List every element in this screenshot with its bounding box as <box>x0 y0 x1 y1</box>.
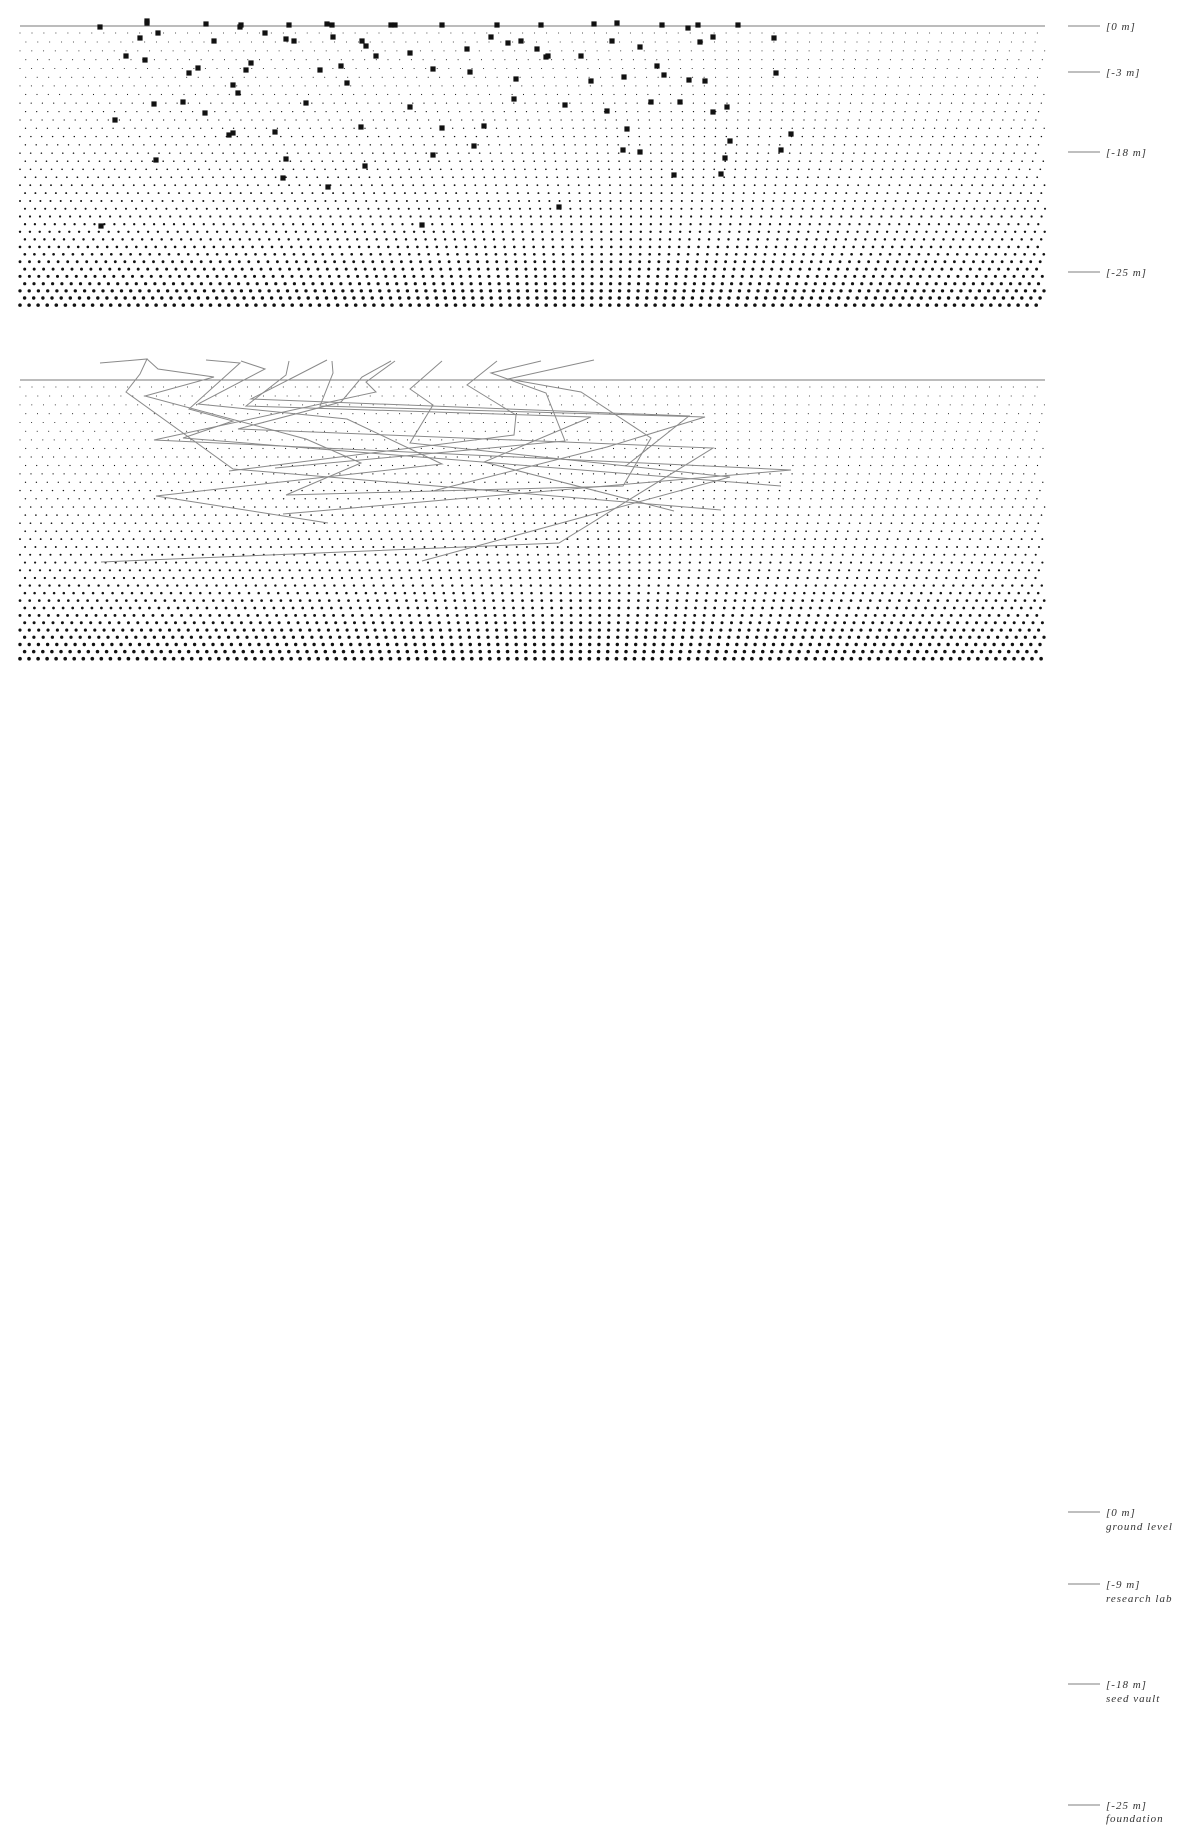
node-point <box>562 102 567 107</box>
depth-label-0m: [0 m] <box>1106 21 1136 33</box>
node-point <box>362 163 367 168</box>
node-point <box>671 172 676 177</box>
node-point <box>142 57 147 62</box>
node-point <box>685 25 690 30</box>
depth-label-minus-3m: [-3 m] <box>1106 67 1141 79</box>
node-point <box>262 30 267 35</box>
depth-label-minus-25m: [-25 m] <box>1106 267 1147 279</box>
node-point <box>735 22 740 27</box>
node-point <box>659 22 664 27</box>
branch-line <box>154 361 791 514</box>
node-point <box>534 46 539 51</box>
node-point <box>624 126 629 131</box>
node-points <box>97 18 793 228</box>
node-point <box>202 110 207 115</box>
node-point <box>556 204 561 209</box>
node-point <box>373 53 378 58</box>
node-point <box>392 22 397 27</box>
node-point <box>471 143 476 148</box>
node-point <box>778 147 783 152</box>
node-point <box>518 38 523 43</box>
node-point <box>439 125 444 130</box>
soil-stipple <box>18 387 1045 661</box>
node-point <box>727 138 732 143</box>
node-point <box>621 74 626 79</box>
node-point <box>358 124 363 129</box>
node-point <box>283 36 288 41</box>
node-point <box>325 184 330 189</box>
node-point <box>203 21 208 26</box>
depth-label-minus-18m: [-18 m] <box>1106 147 1147 159</box>
branch-line <box>183 360 781 486</box>
node-point <box>237 24 242 29</box>
node-point <box>195 65 200 70</box>
node-point <box>724 104 729 109</box>
node-point <box>324 21 329 26</box>
depth-label-minus-25m: [-25 m] <box>1106 1800 1147 1812</box>
node-point <box>243 67 248 72</box>
node-point <box>773 70 778 75</box>
soil-stipple <box>18 33 1046 307</box>
node-point <box>407 104 412 109</box>
depth-labels-panel-5 <box>1068 1507 1173 1825</box>
node-point <box>211 38 216 43</box>
node-point <box>591 21 596 26</box>
node-point <box>695 22 700 27</box>
node-point <box>272 129 277 134</box>
node-point <box>620 147 625 152</box>
depth-labels-panel-1 <box>1068 21 1147 279</box>
node-point <box>230 82 235 87</box>
node-point <box>588 78 593 83</box>
node-point <box>439 22 444 27</box>
node-point <box>677 99 682 104</box>
branch-line <box>101 361 713 562</box>
node-point <box>637 44 642 49</box>
node-point <box>317 67 322 72</box>
node-point <box>710 109 715 114</box>
node-point <box>291 38 296 43</box>
node-point <box>464 46 469 51</box>
node-point <box>186 70 191 75</box>
node-point <box>153 157 158 162</box>
node-point <box>697 39 702 44</box>
node-point <box>648 99 653 104</box>
depth-label-research-lab: research lab <box>1106 1593 1173 1605</box>
node-point <box>363 43 368 48</box>
node-point <box>144 18 149 23</box>
node-point <box>718 171 723 176</box>
node-point <box>604 108 609 113</box>
node-point <box>329 22 334 27</box>
node-point <box>286 22 291 27</box>
depth-label-minus-18m: [-18 m] <box>1106 1679 1147 1691</box>
node-point <box>771 35 776 40</box>
node-point <box>180 99 185 104</box>
node-point <box>283 156 288 161</box>
node-point <box>280 175 285 180</box>
node-point <box>494 22 499 27</box>
panel-branches <box>18 359 1045 661</box>
node-point <box>614 20 619 25</box>
node-point <box>123 53 128 58</box>
node-point <box>112 117 117 122</box>
depth-label-ground-level: ground level <box>1106 1521 1173 1533</box>
node-point <box>686 77 691 82</box>
node-point <box>702 78 707 83</box>
node-point <box>513 76 518 81</box>
node-point <box>330 34 335 39</box>
node-point <box>359 38 364 43</box>
node-point <box>338 63 343 68</box>
node-point <box>430 152 435 157</box>
node-point <box>248 60 253 65</box>
node-point <box>511 96 516 101</box>
node-point <box>98 223 103 228</box>
panel-points <box>18 18 1046 306</box>
node-point <box>538 22 543 27</box>
node-point <box>344 80 349 85</box>
node-point <box>637 149 642 154</box>
node-point <box>654 63 659 68</box>
node-point <box>303 100 308 105</box>
node-point <box>722 155 727 160</box>
node-point <box>467 69 472 74</box>
node-point <box>578 53 583 58</box>
node-point <box>481 123 486 128</box>
node-point <box>430 66 435 71</box>
node-point <box>543 54 548 59</box>
node-point <box>235 90 240 95</box>
node-point <box>97 24 102 29</box>
node-point <box>710 34 715 39</box>
depth-label-minus-9m: [-9 m] <box>1106 1579 1141 1591</box>
branch-network <box>100 359 791 562</box>
node-point <box>788 131 793 136</box>
node-point <box>661 72 666 77</box>
depth-label-foundation: foundation <box>1106 1813 1164 1825</box>
node-point <box>407 50 412 55</box>
depth-label-seed-vault: seed vault <box>1106 1693 1161 1705</box>
branch-line <box>145 359 361 495</box>
node-point <box>137 35 142 40</box>
node-point <box>488 34 493 39</box>
node-point <box>505 40 510 45</box>
node-point <box>151 101 156 106</box>
node-point <box>155 30 160 35</box>
node-point <box>226 132 231 137</box>
depth-label-0m: [0 m] <box>1106 1507 1136 1519</box>
node-point <box>609 38 614 43</box>
node-point <box>419 222 424 227</box>
